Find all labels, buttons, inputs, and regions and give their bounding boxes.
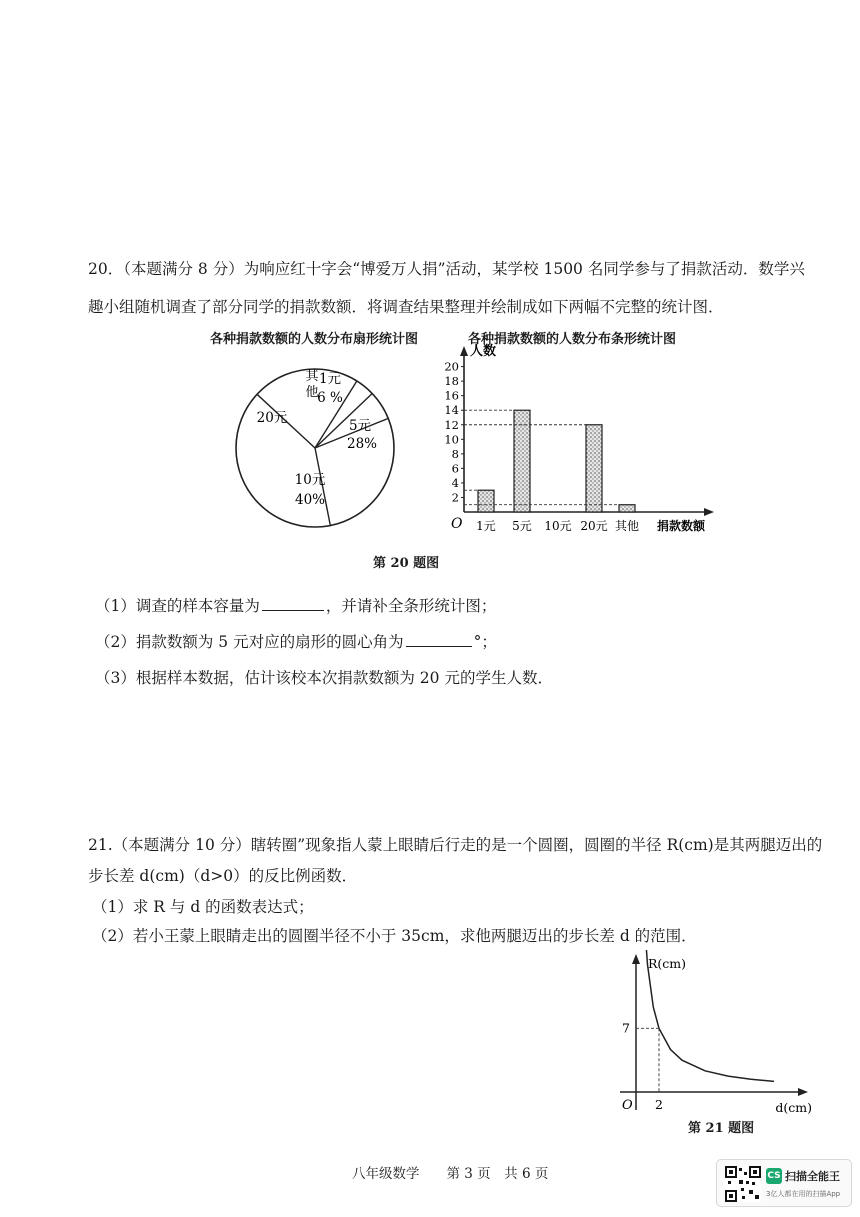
bar-x-label: 捐款数额 (656, 519, 706, 533)
bar-x-tick-label: 1元 (476, 519, 496, 533)
bar-x-tick-label: 其他 (614, 519, 640, 533)
pie-label-other-2: 他 (305, 385, 319, 400)
bar-chart (430, 340, 720, 550)
q20-line-1: 20．（本题满分 8 分）为响应红十字会“博爱万人捐”活动，某学校 1500 名同学参与了捐款活动．数学兴 (88, 260, 805, 278)
bar-y-tick-label: 4 (451, 475, 459, 490)
pie-value-5元: 28% (346, 436, 378, 452)
function-graph (612, 950, 812, 1120)
fn-x-arrow (798, 1088, 808, 1096)
q21-figure-caption: 第 21 题图 (688, 1121, 755, 1136)
answer-blank-1[interactable] (262, 595, 324, 611)
page-footer: 八年级数学 第 3 页 共 6 页 (352, 1166, 549, 1182)
fn-y-tick: 7 (622, 1020, 630, 1036)
pie-label-1元: 1元 (318, 371, 342, 387)
q20-figure-caption: 第 20 题图 (373, 556, 440, 571)
bar-y-label: 人数 (470, 344, 497, 359)
q20-sub-1-text-a: （1）调查的样本容量为 (95, 597, 260, 615)
pie-chart (230, 358, 400, 538)
q20-sub-1-text-b: ，并请补全条形统计图； (325, 597, 497, 615)
bar-y-tick-label: 8 (451, 446, 459, 461)
bar-20元 (586, 425, 602, 512)
bar-5元 (514, 410, 530, 512)
cs-logo-icon: CS (766, 1168, 782, 1184)
pie-label-other-1: 其 (305, 369, 319, 384)
pie-value-10元: 40% (294, 492, 326, 508)
bar-y-tick-label: 14 (444, 403, 459, 418)
bar-其他 (619, 505, 635, 512)
bar-y-tick-label: 12 (444, 417, 459, 432)
bar-y-tick-label: 2 (451, 490, 459, 505)
q20-sub-2-text-b: °； (473, 633, 497, 651)
watermark-title: 扫描全能王 (785, 1170, 840, 1183)
q21-sub-1: （1）求 R 与 d 的函数表达式； (92, 898, 314, 916)
pie-label-10元: 10元 (294, 472, 326, 488)
bar-y-tick-label: 18 (444, 374, 459, 389)
bar-y-tick-label: 6 (451, 461, 459, 476)
bar-y-tick-label: 20 (444, 359, 459, 374)
pie-label-20元: 20元 (256, 410, 288, 426)
q20-sub-2 (95, 630, 497, 652)
bar-y-tick-label: 10 (444, 432, 459, 447)
fn-x-tick: 2 (655, 1097, 663, 1112)
q21-sub-2: （2）若小王蒙上眼睛走出的圆圈半径不小于 35cm，求他两腿迈出的步长差 d 的范围． (92, 927, 697, 945)
fn-y-label: R(cm) (648, 956, 687, 971)
q20-line-2: 趣小组随机调查了部分同学的捐款数额．将调查结果整理并绘制成如下两幅不完整的统计图． (88, 298, 724, 316)
q21-line-1: 21.（本题满分 10 分）瞎转圈”现象指人蒙上眼睛后行走的是一个圆圈，圆圈的半径 R(cm)是其两腿迈出的 (88, 836, 823, 854)
pie-label-5元: 5元 (348, 418, 372, 434)
q20-sub-2-text-a: （2）捐款数额为 5 元对应的扇形的圆心角为 (95, 633, 404, 651)
qr-code-icon (725, 1166, 761, 1202)
q20-sub-3: （3）根据样本数据，估计该校本次捐款数额为 20 元的学生人数． (95, 669, 553, 687)
answer-blank-2[interactable] (406, 631, 472, 647)
bar-chart-title: 各种捐款数额的人数分布条形统计图 (468, 332, 677, 347)
scanner-watermark (716, 1159, 852, 1207)
bar-1元 (478, 490, 494, 512)
pie-value-1元: 6 % (317, 390, 343, 406)
q21-line-2: 步长差 d(cm)（d>0）的反比例函数． (88, 867, 358, 885)
bar-y-tick-label: 16 (444, 388, 459, 403)
watermark-subtitle: 3亿人都在用的扫描App (766, 1190, 841, 1198)
fn-x-label: d(cm) (775, 1100, 812, 1115)
fn-y-arrow (632, 954, 640, 964)
bar-x-tick-label: 20元 (580, 519, 608, 533)
bar-x-tick-label: 10元 (544, 519, 572, 533)
bar-x-arrow (704, 508, 714, 516)
bar-y-arrow (460, 346, 468, 356)
bar-x-tick-label: 5元 (512, 519, 532, 533)
pie-chart-title: 各种捐款数额的人数分布扇形统计图 (210, 332, 419, 347)
fn-origin: O (622, 1098, 633, 1113)
bar-origin: O (451, 516, 463, 532)
q20-sub-1 (95, 594, 496, 616)
